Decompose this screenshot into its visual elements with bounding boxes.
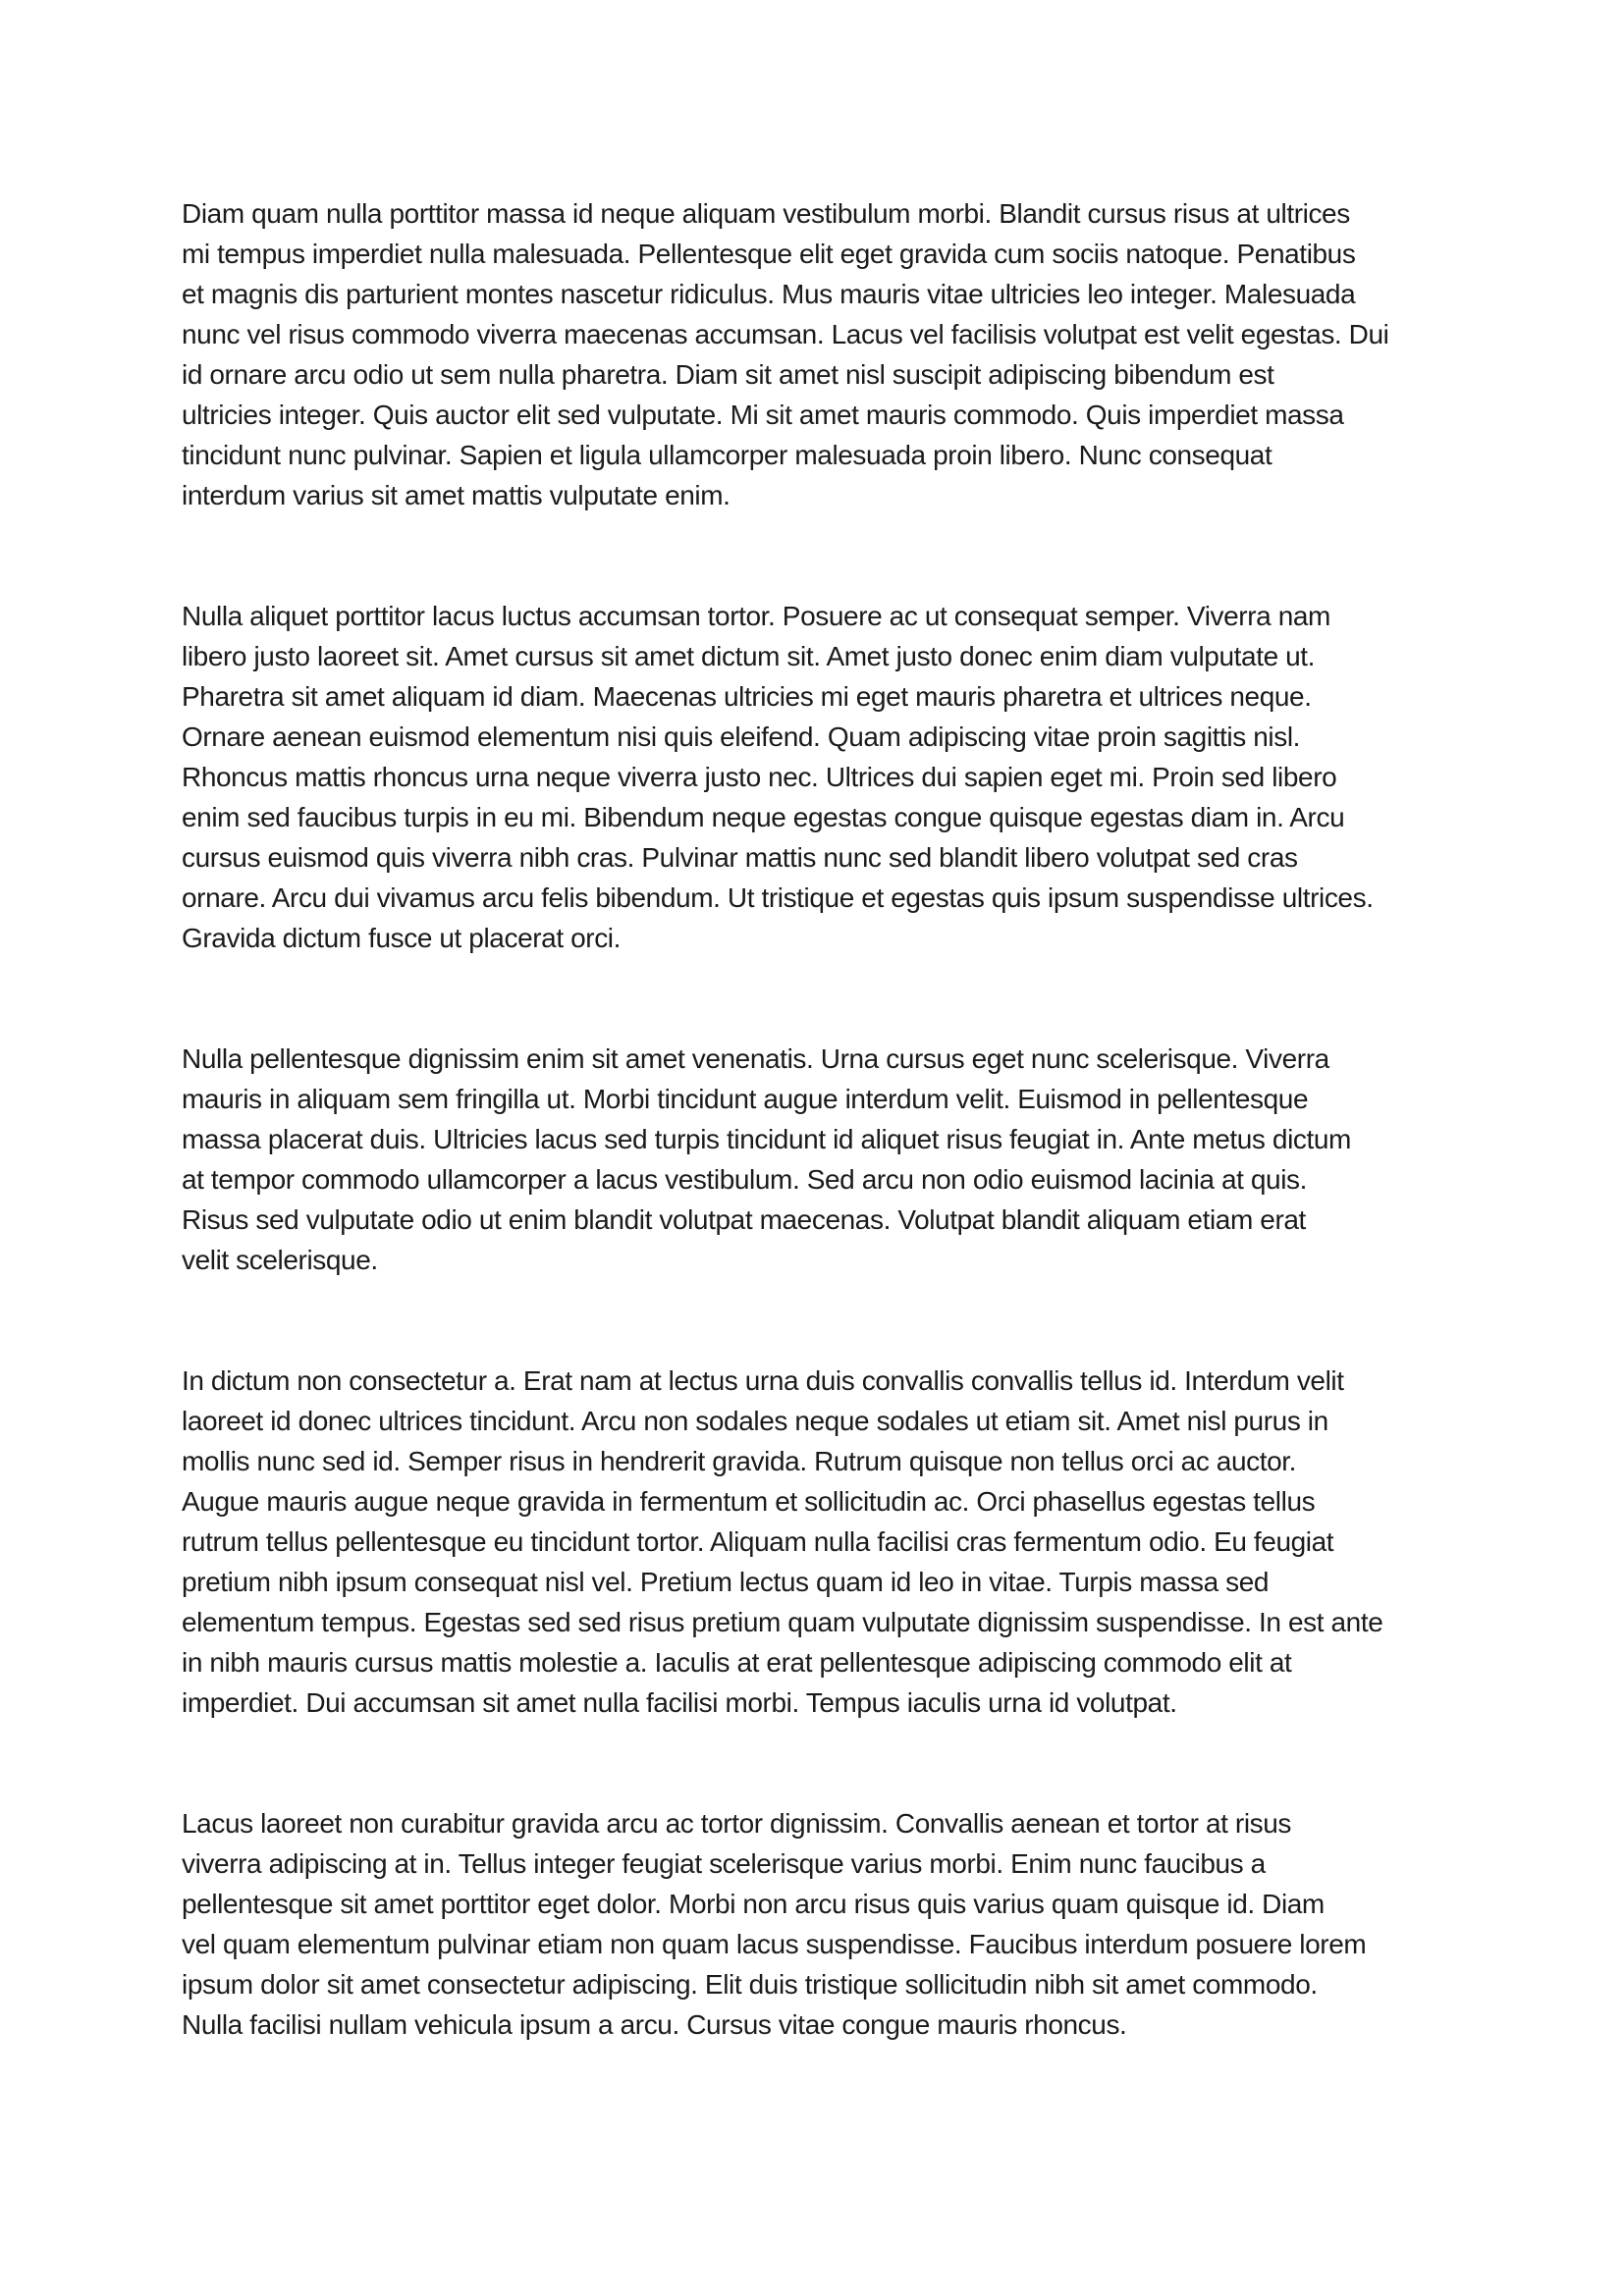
text-line: pretium nibh ipsum consequat nisl vel. Pretium lectus quam id leo in vitae. Turpis massa sed	[182, 1567, 1270, 1597]
text-line: Rhoncus mattis rhoncus urna neque viverra justo nec. Ultrices dui sapien eget mi. Proin sed libero	[182, 762, 1337, 792]
text-line: Ornare aenean euismod elementum nisi quis eleifend. Quam adipiscing vitae proin sagittis nisl.	[182, 721, 1301, 752]
paragraph-3	[182, 1039, 1458, 1280]
text-line: vel quam elementum pulvinar etiam non quam lacus suspendisse. Faucibus interdum posuere lorem	[182, 1929, 1367, 1959]
text-line: ultricies integer. Quis auctor elit sed vulputate. Mi sit amet mauris commodo. Quis imperdiet massa	[182, 400, 1344, 430]
text-line: mi tempus imperdiet nulla malesuada. Pellentesque elit eget gravida cum sociis natoque. Penatibus	[182, 239, 1356, 269]
text-line: Nulla aliquet porttitor lacus luctus accumsan tortor. Posuere ac ut consequat semper. Viverra nam	[182, 601, 1330, 631]
text-line: Diam quam nulla porttitor massa id neque aliquam vestibulum morbi. Blandit cursus risus at ultrices	[182, 198, 1350, 229]
text-line: laoreet id donec ultrices tincidunt. Arcu non sodales neque sodales ut etiam sit. Amet nisl purus in	[182, 1406, 1328, 1436]
text-line: at tempor commodo ullamcorper a lacus vestibulum. Sed arcu non odio euismod lacinia at quis.	[182, 1164, 1308, 1195]
text-line: id ornare arcu odio ut sem nulla pharetra. Diam sit amet nisl suscipit adipiscing bibendum est	[182, 359, 1274, 390]
text-line: nunc vel risus commodo viverra maecenas accumsan. Lacus vel facilisis volutpat est velit egestas. Dui	[182, 319, 1389, 349]
document-body	[182, 193, 1458, 2045]
text-line: libero justo laoreet sit. Amet cursus sit amet dictum sit. Amet justo donec enim diam vulputate ut.	[182, 641, 1316, 671]
text-line: velit scelerisque.	[182, 1245, 378, 1275]
paragraph-5	[182, 1803, 1458, 2045]
paragraph-2	[182, 596, 1458, 958]
text-line: interdum varius sit amet mattis vulputate enim.	[182, 480, 731, 510]
text-line: Pharetra sit amet aliquam id diam. Maecenas ultricies mi eget mauris pharetra et ultrices neque.	[182, 681, 1312, 712]
text-line: rutrum tellus pellentesque eu tincidunt tortor. Aliquam nulla facilisi cras fermentum odio. Eu feugiat	[182, 1526, 1334, 1557]
text-line: ornare. Arcu dui vivamus arcu felis bibendum. Ut tristique et egestas quis ipsum suspendisse ultrices.	[182, 882, 1374, 913]
text-line: Gravida dictum fusce ut placerat orci.	[182, 923, 621, 953]
text-line: viverra adipiscing at in. Tellus integer feugiat scelerisque varius morbi. Enim nunc faucibus a	[182, 1848, 1266, 1879]
text-line: ipsum dolor sit amet consectetur adipiscing. Elit duis tristique sollicitudin nibh sit amet commodo.	[182, 1969, 1318, 2000]
text-line: mauris in aliquam sem fringilla ut. Morbi tincidunt augue interdum velit. Euismod in pellentesque	[182, 1084, 1309, 1114]
text-line: Nulla facilisi nullam vehicula ipsum a arcu. Cursus vitae congue mauris rhoncus.	[182, 2009, 1127, 2040]
text-line: in nibh mauris cursus mattis molestie a. Iaculis at erat pellentesque adipiscing commodo elit at	[182, 1647, 1292, 1678]
text-line: Risus sed vulputate odio ut enim blandit volutpat maecenas. Volutpat blandit aliquam etiam erat	[182, 1204, 1306, 1235]
text-line: Nulla pellentesque dignissim enim sit amet venenatis. Urna cursus eget nunc scelerisque. Viverra	[182, 1043, 1329, 1074]
text-line: pellentesque sit amet porttitor eget dolor. Morbi non arcu risus quis varius quam quisque id. Diam	[182, 1889, 1325, 1919]
text-line: imperdiet. Dui accumsan sit amet nulla facilisi morbi. Tempus iaculis urna id volutpat.	[182, 1687, 1177, 1718]
text-line: tincidunt nunc pulvinar. Sapien et ligula ullamcorper malesuada proin libero. Nunc consequat	[182, 440, 1272, 470]
text-line: mollis nunc sed id. Semper risus in hendrerit gravida. Rutrum quisque non tellus orci ac auctor.	[182, 1446, 1297, 1476]
paragraph-4	[182, 1361, 1458, 1723]
text-line: Augue mauris augue neque gravida in fermentum et sollicitudin ac. Orci phasellus egestas tellus	[182, 1486, 1316, 1517]
text-line: In dictum non consectetur a. Erat nam at lectus urna duis convallis convallis tellus id. Interdum velit	[182, 1365, 1344, 1396]
paragraph-1	[182, 193, 1458, 515]
text-line: Lacus laoreet non curabitur gravida arcu ac tortor dignissim. Convallis aenean et tortor at risus	[182, 1808, 1292, 1839]
text-line: et magnis dis parturient montes nascetur ridiculus. Mus mauris vitae ultricies leo integer. Malesuada	[182, 279, 1356, 309]
text-line: cursus euismod quis viverra nibh cras. Pulvinar mattis nunc sed blandit libero volutpat sed cras	[182, 842, 1298, 873]
text-line: elementum tempus. Egestas sed sed risus pretium quam vulputate dignissim suspendisse. In est ante	[182, 1607, 1383, 1637]
text-line: massa placerat duis. Ultricies lacus sed turpis tincidunt id aliquet risus feugiat in. Ante metus dictum	[182, 1124, 1351, 1154]
text-line: enim sed faucibus turpis in eu mi. Bibendum neque egestas congue quisque egestas diam in. Arcu	[182, 802, 1345, 832]
